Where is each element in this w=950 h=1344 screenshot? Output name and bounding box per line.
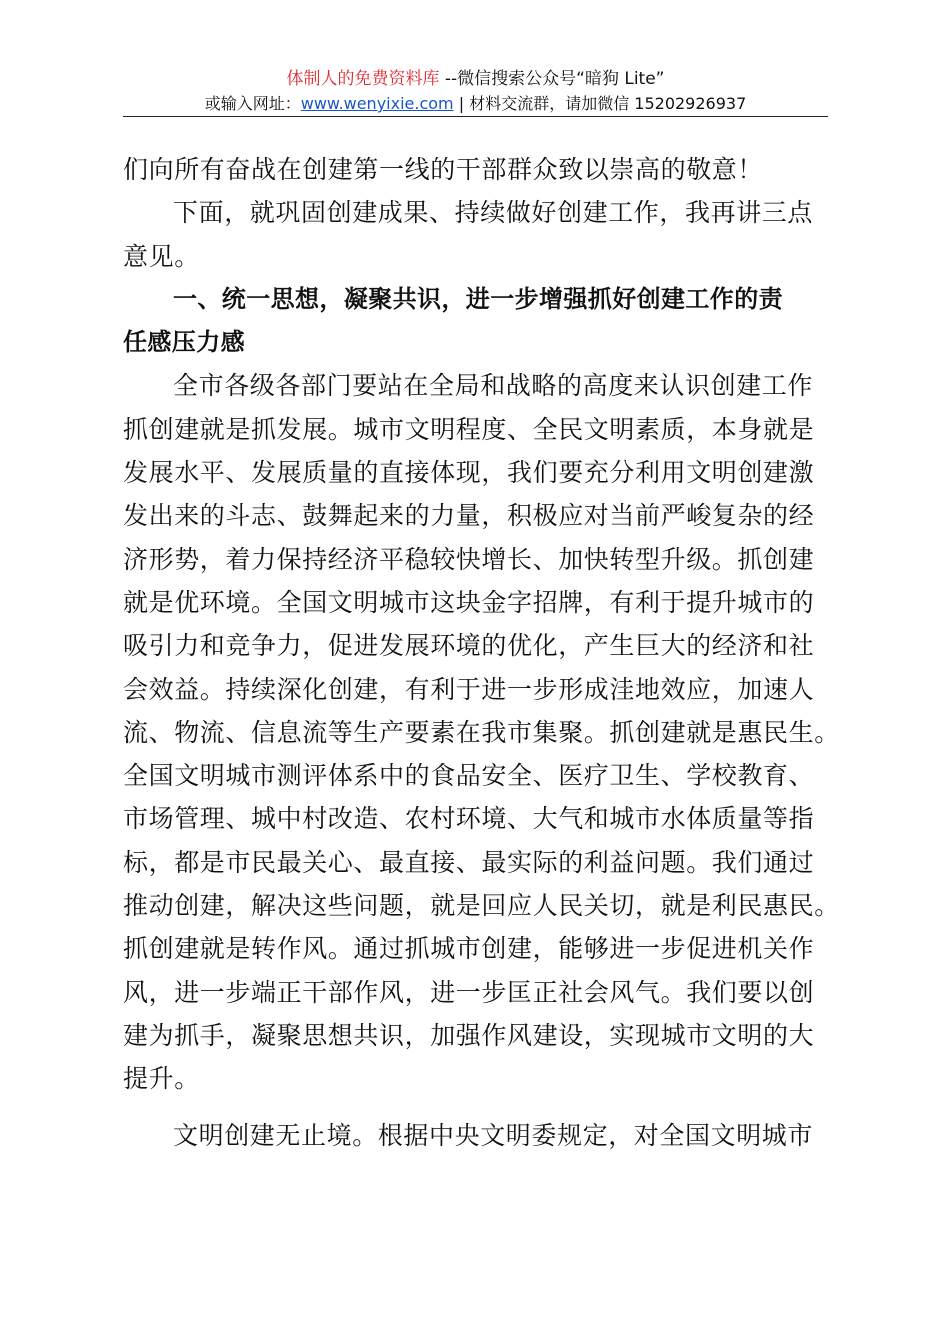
header-url-suffix: | 材料交流群，请加微信 15202926937 <box>453 94 747 113</box>
paragraph-line: 建为抓手，凝聚思想共识，加强作风建设，实现城市文明的大 <box>123 1020 815 1050</box>
section-heading-line: 一、统一思想，凝聚共识，进一步增强抓好创建工作的责 <box>173 284 783 313</box>
paragraph-line: 提升。 <box>123 1064 200 1094</box>
document-body <box>123 148 840 1157</box>
paragraph-line: 全国文明城市测评体系中的食品安全、医疗卫生、学校教育、 <box>123 761 815 791</box>
paragraph-line: 风，进一步端正干部作风，进一步匡正社会风气。我们要以创 <box>123 977 815 1007</box>
paragraph-line: 抓创建就是抓发展。城市文明程度、全民文明素质，本身就是 <box>123 414 815 444</box>
paragraph-line: 推动创建，解决这些问题，就是回应人民关切，就是利民惠民。 <box>123 891 840 921</box>
header-title-line <box>123 66 828 92</box>
paragraph-line: 们向所有奋战在创建第一线的干部群众致以崇高的敬意！ <box>123 155 764 184</box>
paragraph-line: 全市各级各部门要站在全局和战略的高度来认识创建工作 <box>173 371 814 401</box>
header-url-link[interactable]: www.wenyixie.com <box>300 94 454 113</box>
header-contact-line <box>123 92 828 116</box>
section-heading-line: 任感压力感 <box>123 328 245 357</box>
paragraph-line: 会效益。持续深化创建，有利于进一步形成洼地效应，加速人 <box>123 674 815 704</box>
paragraph-line: 抓创建就是转作风。通过抓城市创建，能够进一步促进机关作 <box>123 934 815 964</box>
page-header <box>123 66 828 116</box>
paragraph-line: 发出来的斗志、鼓舞起来的力量，积极应对当前严峻复杂的经 <box>123 501 815 531</box>
paragraph-line: 流、物流、信息流等生产要素在我市集聚。抓创建就是惠民生。 <box>123 717 840 747</box>
paragraph-line: 发展水平、发展质量的直接体现，我们要充分利用文明创建激 <box>123 458 815 488</box>
paragraph-line: 吸引力和竞争力，促进发展环境的优化，产生巨大的经济和社 <box>123 631 815 661</box>
paragraph-line: 下面，就巩固创建成果、持续做好创建工作，我再讲三点 <box>173 198 814 228</box>
paragraph-line: 文明创建无止境。根据中央文明委规定，对全国文明城市 <box>173 1120 814 1150</box>
paragraph-line: 标，都是市民最关心、最直接、最实际的利益问题。我们通过 <box>123 847 815 877</box>
paragraph-line: 济形势，着力保持经济平稳较快增长、加快转型升级。抓创建 <box>123 544 815 574</box>
paragraph-line: 就是优环境。全国文明城市这块金字招牌，有利于提升城市的 <box>123 587 815 617</box>
header-brand-suffix: --微信搜索公众号“暗狗 Lite” <box>439 69 665 89</box>
header-brand: 体制人的免费资料库 <box>286 69 440 89</box>
header-divider <box>123 116 828 117</box>
paragraph-line: 意见。 <box>123 241 200 271</box>
header-url-prefix: 或输入网址： <box>204 94 301 113</box>
paragraph-line: 市场管理、城中村改造、农村环境、大气和城市水体质量等指 <box>123 804 815 834</box>
